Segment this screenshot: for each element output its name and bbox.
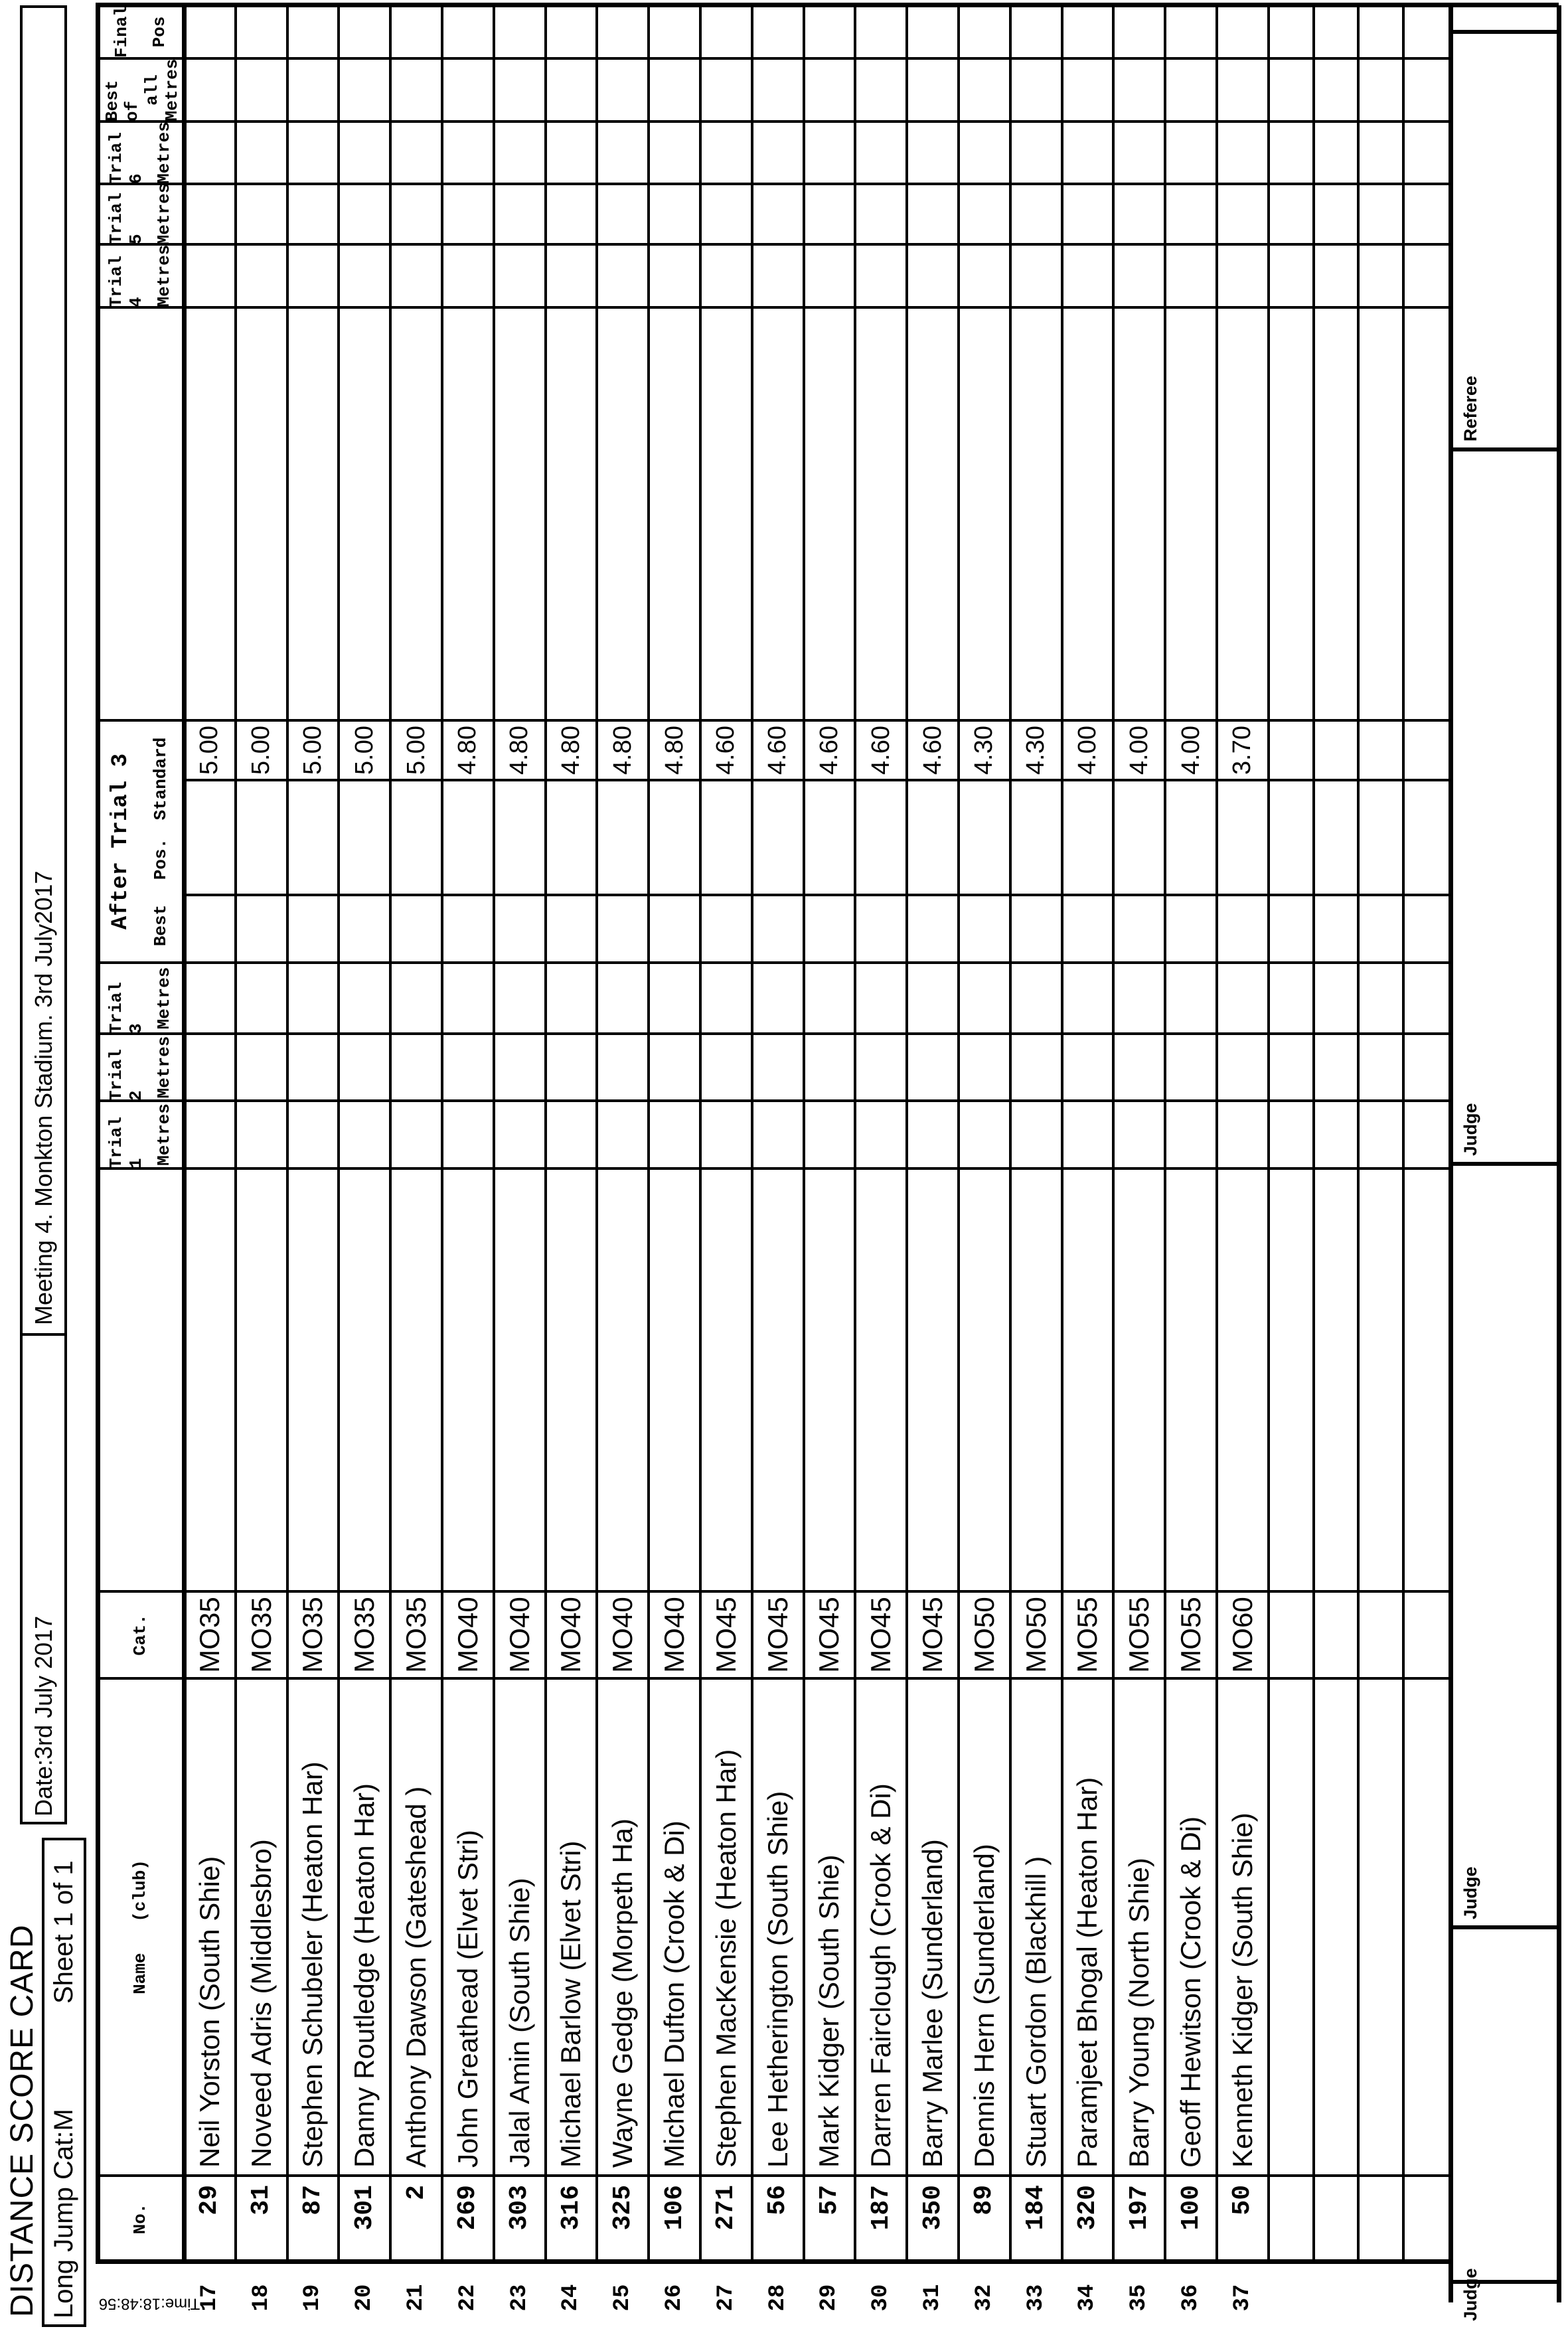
row-number: 28 (765, 2284, 791, 2312)
bib-number-cell: 100 (1176, 2185, 1206, 2231)
bib-number-cell: 197 (1125, 2185, 1154, 2231)
athlete-name-cell: Kenneth Kidger (South Shie) (1226, 1812, 1258, 2168)
athlete-name-cell: Stephen Schubeler (Heaton Har) (297, 1761, 329, 2168)
category-cell: MO55 (1175, 1597, 1207, 1673)
athlete-name-cell: Wayne Gedge (Morpeth Ha) (607, 1818, 639, 2168)
athlete-name-cell: Michael Dufton (Crook & Di) (659, 1820, 690, 2168)
subheader-best: Best (151, 904, 171, 947)
standard-cell: 4.80 (608, 726, 637, 775)
bib-number-cell: 350 (918, 2185, 947, 2231)
athlete-name-cell: Stephen MacKensie (Heaton Har) (710, 1749, 742, 2168)
signature-strip-bottom (1557, 5, 1561, 2302)
grid-line (184, 57, 1449, 60)
grid-line (184, 1032, 1449, 1035)
bib-number-cell: 187 (866, 2185, 896, 2231)
athlete-name-cell: Jalal Amin (South Shie) (503, 1878, 535, 2168)
row-number: 37 (1229, 2284, 1255, 2312)
column-header-trial1-line2: Metres (154, 1103, 175, 1166)
signature-box-divider (1450, 30, 1559, 34)
bib-number-cell: 57 (815, 2185, 844, 2215)
grid-line (184, 961, 1449, 964)
print-time: Time:18:48:56 (98, 2295, 200, 2313)
judge-signature-label-2: Judge (1460, 1866, 1480, 1919)
bib-number-cell: 303 (505, 2185, 534, 2231)
grid-line (184, 894, 1449, 896)
column-header-no: No. (130, 2203, 151, 2235)
row-number: 18 (248, 2284, 274, 2312)
standard-cell: 4.80 (505, 726, 534, 775)
signature-box-divider (1450, 1162, 1559, 1166)
column-header-name: Name (club) (130, 1860, 151, 1994)
column-header-trial4 (98, 244, 184, 307)
row-number: 29 (817, 2284, 842, 2312)
row-number: 17 (196, 2284, 222, 2312)
column-header-trial5 (98, 184, 184, 244)
category-cell: MO55 (1123, 1597, 1155, 1673)
grid-line (184, 120, 1449, 123)
standard-cell: 5.00 (402, 726, 430, 775)
column-header-best-of-all-line2: all (141, 74, 162, 106)
category-cell: MO40 (607, 1597, 639, 1673)
column-header-trial2 (98, 1034, 184, 1101)
subheader-pos: Pos. (151, 838, 171, 880)
standard-cell: 4.00 (1125, 726, 1153, 775)
standard-cell: 4.60 (712, 726, 740, 775)
column-header-best-of-all (98, 58, 184, 121)
column-header-trial1 (98, 1101, 184, 1168)
category-cell: MO45 (813, 1597, 845, 1673)
column-header-trial3-line1: Trial 3 (106, 981, 146, 1034)
grid-line (1357, 5, 1360, 2262)
meeting-title: Meeting 4. Monkton Stadium. 3rd July2017 (29, 870, 57, 1325)
bib-number-cell: 271 (712, 2185, 741, 2231)
header-box-divider (20, 1333, 67, 1336)
row-number: 33 (1023, 2284, 1049, 2312)
column-header-trial4-line1: Trial 4 (106, 255, 146, 307)
sheet-label: Sheet 1 of 1 (49, 1860, 78, 2004)
column-header-trial6 (98, 121, 184, 184)
grid-line (1402, 5, 1405, 2262)
bib-number-cell: 106 (660, 2185, 689, 2231)
column-header-final-pos (98, 5, 184, 58)
column-header-trial3 (98, 963, 184, 1034)
standard-cell: 5.00 (195, 726, 224, 775)
grid-line (184, 306, 1449, 309)
grid-line (1312, 5, 1315, 2262)
column-header-trial2-line1: Trial 2 (106, 1048, 146, 1101)
bib-number-cell: 89 (970, 2185, 999, 2215)
bib-number-cell: 269 (453, 2185, 483, 2231)
bib-number-cell: 29 (195, 2185, 224, 2215)
category-cell: MO40 (555, 1597, 587, 1673)
standard-cell: 4.80 (453, 726, 482, 775)
bib-number-cell: 56 (763, 2185, 793, 2215)
table-right-border (96, 3, 1559, 8)
bib-number-cell: 31 (247, 2185, 276, 2215)
row-number: 30 (868, 2284, 894, 2312)
column-header-trial1-line1: Trial 1 (106, 1116, 146, 1168)
category-cell: MO50 (1020, 1597, 1052, 1673)
category-cell: MO45 (761, 1597, 793, 1673)
category-cell: MO45 (710, 1597, 742, 1673)
standard-cell: 4.60 (866, 726, 895, 775)
category-cell: MO45 (865, 1597, 897, 1673)
category-cell: MO40 (451, 1597, 483, 1673)
category-cell: MO60 (1226, 1597, 1258, 1673)
after-trial3-group-header: After Trial 3 (108, 753, 133, 930)
column-header-best-of-all-line3: Metres (161, 58, 182, 121)
bib-number-cell: 87 (298, 2185, 327, 2215)
category-cell: MO35 (297, 1597, 329, 1673)
bib-number-cell: 2 (402, 2185, 431, 2200)
row-number: 20 (352, 2284, 378, 2312)
row-number: 35 (1127, 2284, 1152, 2312)
row-number: 26 (662, 2284, 688, 2312)
category-cell: MO35 (400, 1597, 432, 1673)
standard-cell: 4.60 (815, 726, 843, 775)
row-number: 21 (404, 2284, 430, 2312)
judge-signature-label-1: Judge (1460, 2268, 1480, 2321)
bib-number-cell: 301 (350, 2185, 379, 2231)
athlete-name-cell: Noveed Adris (Middlesbro) (245, 1839, 277, 2168)
column-header-trial4-line2: Metres (154, 244, 175, 307)
referee-signature-label: Referee (1460, 375, 1480, 442)
column-header-final-pos-line1: Final (111, 6, 131, 58)
athlete-name-cell: Darren Fairclough (Crook & Di) (865, 1783, 897, 2168)
page-title: DISTANCE SCORE CARD (4, 1924, 40, 2317)
row-number: 19 (300, 2284, 326, 2312)
column-header-trial2-line2: Metres (154, 1036, 175, 1099)
row-number: 34 (1075, 2284, 1101, 2312)
signature-strip-top (1449, 5, 1453, 2302)
bib-number-cell: 316 (556, 2185, 586, 2231)
standard-cell: 4.00 (1073, 726, 1101, 775)
standard-cell: 4.60 (918, 726, 947, 775)
standard-cell: 5.00 (298, 726, 327, 775)
standard-cell: 4.30 (1022, 726, 1050, 775)
row-number: 32 (971, 2284, 997, 2312)
category-cell: MO50 (968, 1597, 1000, 1673)
athlete-name-cell: Mark Kidger (South Shie) (813, 1854, 845, 2168)
column-header-trial5-line1: Trial 5 (106, 192, 146, 244)
athlete-name-cell: Barry Marlee (Sunderland) (917, 1839, 949, 2168)
standard-cell: 4.60 (763, 726, 792, 775)
athlete-name-cell: Danny Routledge (Heaton Har) (349, 1783, 380, 2168)
standard-cell: 5.00 (350, 726, 378, 775)
bib-number-cell: 320 (1073, 2185, 1102, 2231)
standard-cell: 3.70 (1228, 726, 1257, 775)
athlete-name-cell: Barry Young (North Shie) (1123, 1858, 1155, 2168)
standard-cell: 4.80 (556, 726, 585, 775)
grid-line (184, 1099, 1449, 1102)
judge-signature-label-3: Judge (1460, 1103, 1480, 1156)
athlete-name-cell: Stuart Gordon (Blackhill ) (1020, 1856, 1052, 2168)
category-cell: MO55 (1071, 1597, 1103, 1673)
category-cell: MO35 (245, 1597, 277, 1673)
row-number: 22 (455, 2284, 481, 2312)
athlete-name-cell: John Greathead (Elvet Stri) (451, 1830, 483, 2168)
column-header-trial6-line1: Trial 6 (106, 131, 146, 184)
category-cell: MO35 (193, 1597, 225, 1673)
grid-line (184, 183, 1449, 185)
category-cell: MO40 (659, 1597, 690, 1673)
standard-cell: 4.30 (970, 726, 998, 775)
standard-cell: 4.80 (660, 726, 688, 775)
date-label: Date:3rd July 2017 (29, 1615, 57, 1816)
row-number: 25 (610, 2284, 636, 2312)
column-header-best-of-all-line1: Best of (102, 80, 142, 121)
row-number: 36 (1178, 2284, 1204, 2312)
row-number: 31 (920, 2284, 946, 2312)
standard-cell: 4.00 (1176, 726, 1205, 775)
athlete-name-cell: Anthony Dawson (Gateshead ) (400, 1786, 432, 2168)
athlete-name-cell: Michael Barlow (Elvet Stri) (555, 1840, 587, 2168)
row-number: 24 (558, 2284, 584, 2312)
grid-line (184, 1167, 1449, 1170)
column-header-trial3-line2: Metres (154, 967, 175, 1030)
category-cell: MO35 (349, 1597, 380, 1673)
athlete-name-cell: Dennis Hern (Sunderland) (968, 1844, 1000, 2168)
bib-number-cell: 184 (1022, 2185, 1051, 2231)
column-header-trial6-line2: Metres (154, 121, 175, 184)
signature-box-divider (1450, 447, 1559, 451)
row-number: 27 (713, 2284, 739, 2312)
signature-box-divider (1450, 1925, 1559, 1929)
event-title: Long Jump Cat:M (49, 2109, 78, 2318)
row-number: 23 (507, 2284, 532, 2312)
subheader-standard: Standard (151, 737, 171, 821)
grid-line (184, 2174, 1449, 2177)
category-cell: MO45 (917, 1597, 949, 1673)
athlete-name-cell: Paramjeet Bhogal (Heaton Har) (1071, 1777, 1103, 2168)
grid-line (184, 243, 1449, 246)
standard-cell: 5.00 (247, 726, 275, 775)
bib-number-cell: 50 (1228, 2185, 1257, 2215)
category-cell: MO40 (503, 1597, 535, 1673)
athlete-name-cell: Neil Yorston (South Shie) (193, 1856, 225, 2168)
bib-number-cell: 325 (608, 2185, 637, 2231)
column-header-trial5-line2: Metres (154, 183, 175, 246)
column-header-final-pos-line2: Pos (149, 16, 169, 48)
athlete-name-cell: Lee Hetherington (South Shie) (761, 1791, 793, 2168)
athlete-name-cell: Geoff Hewitson (Crook & Di) (1175, 1816, 1207, 2168)
column-header-cat: Cat. (130, 1614, 151, 1656)
